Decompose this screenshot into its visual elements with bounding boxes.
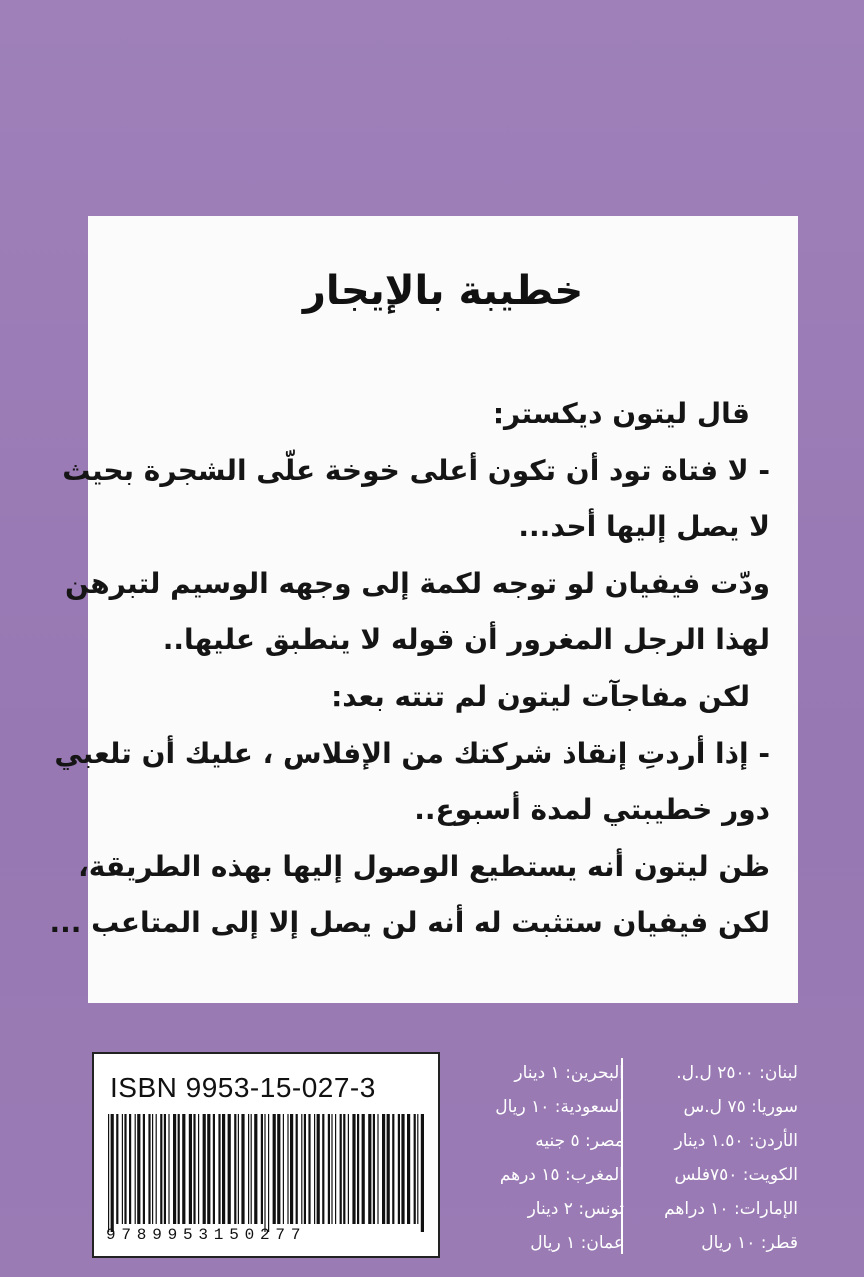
price-item: مصر: ٥ جنيه bbox=[535, 1131, 624, 1151]
barcode-bar bbox=[414, 1114, 416, 1224]
barcode-bar bbox=[362, 1114, 365, 1224]
price-item: تونس: ٢ دينار bbox=[527, 1199, 624, 1219]
barcode-bar bbox=[287, 1114, 288, 1224]
barcode-bar bbox=[238, 1114, 239, 1224]
blurb-line: ظن ليتون أنه يستطيع الوصول إليها بهذه الطريقة، bbox=[78, 849, 770, 883]
barcode-bar bbox=[164, 1114, 166, 1224]
price-item: لبنان: ٢٥٠٠ ل.ل. bbox=[676, 1063, 798, 1083]
blurb-line: - إذا أردتِ إنقاذ شركتك من الإفلاس ، عليك أن تلعبي bbox=[54, 736, 770, 770]
barcode-bar bbox=[373, 1114, 375, 1224]
barcode-bar bbox=[137, 1114, 140, 1224]
barcode-bar bbox=[317, 1114, 320, 1224]
barcode-bar bbox=[124, 1114, 126, 1224]
price-item: قطر: ١٠ ريال bbox=[701, 1233, 798, 1253]
barcode-bar bbox=[273, 1114, 276, 1224]
barcode-bar bbox=[111, 1114, 114, 1232]
barcode-bar bbox=[241, 1114, 244, 1224]
blurb-line: لا يصل إليها أحد... bbox=[518, 510, 770, 544]
blurb-line: لكن فيفيان ستثبت له أنه لن يصل إلا إلى المتاعب ... bbox=[49, 906, 770, 940]
isbn-number: ISBN 9953-15-027-3 bbox=[110, 1072, 376, 1103]
barcode-bar bbox=[322, 1114, 324, 1224]
barcode-bar bbox=[248, 1114, 249, 1224]
barcode-bar bbox=[314, 1114, 315, 1224]
blurb-text bbox=[49, 386, 770, 952]
price-item: البحرين: ١ دينار bbox=[514, 1063, 624, 1083]
price-item: المغرب: ١٥ درهم bbox=[499, 1165, 624, 1185]
price-item: السعودية: ١٠ ريال bbox=[495, 1097, 624, 1117]
blurb-line: دور خطيبتي لمدة أسبوع.. bbox=[414, 793, 770, 827]
barcode-bar bbox=[377, 1114, 378, 1224]
blurb-line: قال ليتون ديكستر: bbox=[492, 397, 750, 430]
barcode-digits: 9789953150277 bbox=[106, 1226, 307, 1244]
price-and-barcode bbox=[88, 1052, 800, 1266]
barcode-bar bbox=[264, 1114, 265, 1232]
blurb-line: لكن مفاجآت ليتون لم تنته بعد: bbox=[331, 679, 750, 713]
blurb-line: ودّت فيفيان لو توجه لكمة إلى وجهه الوسيم لتبرهن bbox=[65, 566, 770, 600]
barcode-bar bbox=[178, 1114, 180, 1224]
price-item: عمان: ١ ريال bbox=[530, 1233, 624, 1253]
barcode-bar bbox=[254, 1114, 257, 1224]
barcode-bar bbox=[182, 1114, 185, 1224]
blurb-line: - لا فتاة تود أن تكون أعلى خوخة علّى الشجرة بحيث bbox=[62, 453, 770, 487]
barcode-bar bbox=[401, 1114, 404, 1224]
barcode-bar bbox=[283, 1114, 284, 1224]
barcode-bar bbox=[340, 1114, 342, 1224]
book-title: خطيبة بالإيجار bbox=[302, 268, 584, 314]
barcode-bar bbox=[421, 1114, 424, 1232]
barcode-bar bbox=[234, 1114, 236, 1224]
barcode-bar bbox=[304, 1114, 306, 1224]
barcode-bar bbox=[198, 1114, 199, 1224]
barcode-box bbox=[92, 1052, 440, 1258]
barcode-bar bbox=[251, 1114, 252, 1224]
barcode-bar bbox=[222, 1114, 225, 1224]
barcode-bar bbox=[343, 1114, 345, 1224]
barcode-bar bbox=[301, 1114, 302, 1224]
barcode bbox=[108, 1114, 426, 1232]
price-list-left bbox=[454, 1056, 624, 1260]
blurb-panel bbox=[49, 216, 798, 1003]
barcode-bar bbox=[203, 1114, 206, 1224]
barcode-bar bbox=[407, 1114, 410, 1224]
price-divider bbox=[621, 1058, 623, 1254]
price-item: الكويت: ٧٥٠فلس bbox=[674, 1165, 798, 1185]
barcode-bar bbox=[207, 1114, 210, 1224]
barcode-bar bbox=[189, 1114, 192, 1224]
barcode-bar bbox=[160, 1114, 162, 1224]
barcode-bar bbox=[268, 1114, 269, 1232]
barcode-bar bbox=[108, 1114, 109, 1232]
barcode-bar bbox=[156, 1114, 157, 1224]
barcode-bar bbox=[387, 1114, 390, 1224]
barcode-bar bbox=[277, 1114, 280, 1224]
barcode-bar bbox=[193, 1114, 195, 1224]
blurb-line: لهذا الرجل المغرور أن قوله لا ينطبق عليها.. bbox=[162, 623, 770, 657]
barcode-bar bbox=[331, 1114, 332, 1224]
barcode-bar bbox=[168, 1114, 169, 1224]
barcode-bar bbox=[143, 1114, 145, 1224]
barcode-bar bbox=[148, 1114, 150, 1224]
price-item: سوريا: ٧٥ ل.س bbox=[683, 1097, 798, 1117]
barcode-bar bbox=[348, 1114, 349, 1224]
barcode-bar bbox=[417, 1114, 418, 1224]
barcode-bar bbox=[392, 1114, 394, 1224]
barcode-bar bbox=[368, 1114, 371, 1224]
barcode-bar bbox=[261, 1114, 263, 1224]
barcode-bar bbox=[213, 1114, 215, 1224]
barcode-bar bbox=[382, 1114, 385, 1224]
barcode-bar bbox=[290, 1114, 293, 1224]
barcode-bar bbox=[328, 1114, 330, 1224]
price-item: الأردن: ١.٥٠ دينار bbox=[674, 1131, 798, 1151]
barcode-bar bbox=[218, 1114, 220, 1224]
price-list-right bbox=[628, 1056, 798, 1260]
barcode-bar bbox=[228, 1114, 231, 1224]
barcode-bar bbox=[357, 1114, 359, 1224]
barcode-bar bbox=[135, 1114, 136, 1224]
barcode-bar bbox=[335, 1114, 336, 1224]
barcode-bar bbox=[129, 1114, 131, 1224]
barcode-bar bbox=[308, 1114, 310, 1224]
barcode-bar bbox=[296, 1114, 298, 1224]
price-item: الإمارات: ١٠ دراهم bbox=[664, 1199, 798, 1219]
barcode-bar bbox=[173, 1114, 176, 1224]
barcode-bar bbox=[398, 1114, 400, 1224]
barcode-bar bbox=[352, 1114, 355, 1224]
barcode-bar bbox=[152, 1114, 153, 1224]
barcode-bar bbox=[122, 1114, 123, 1224]
barcode-bar bbox=[116, 1114, 118, 1224]
